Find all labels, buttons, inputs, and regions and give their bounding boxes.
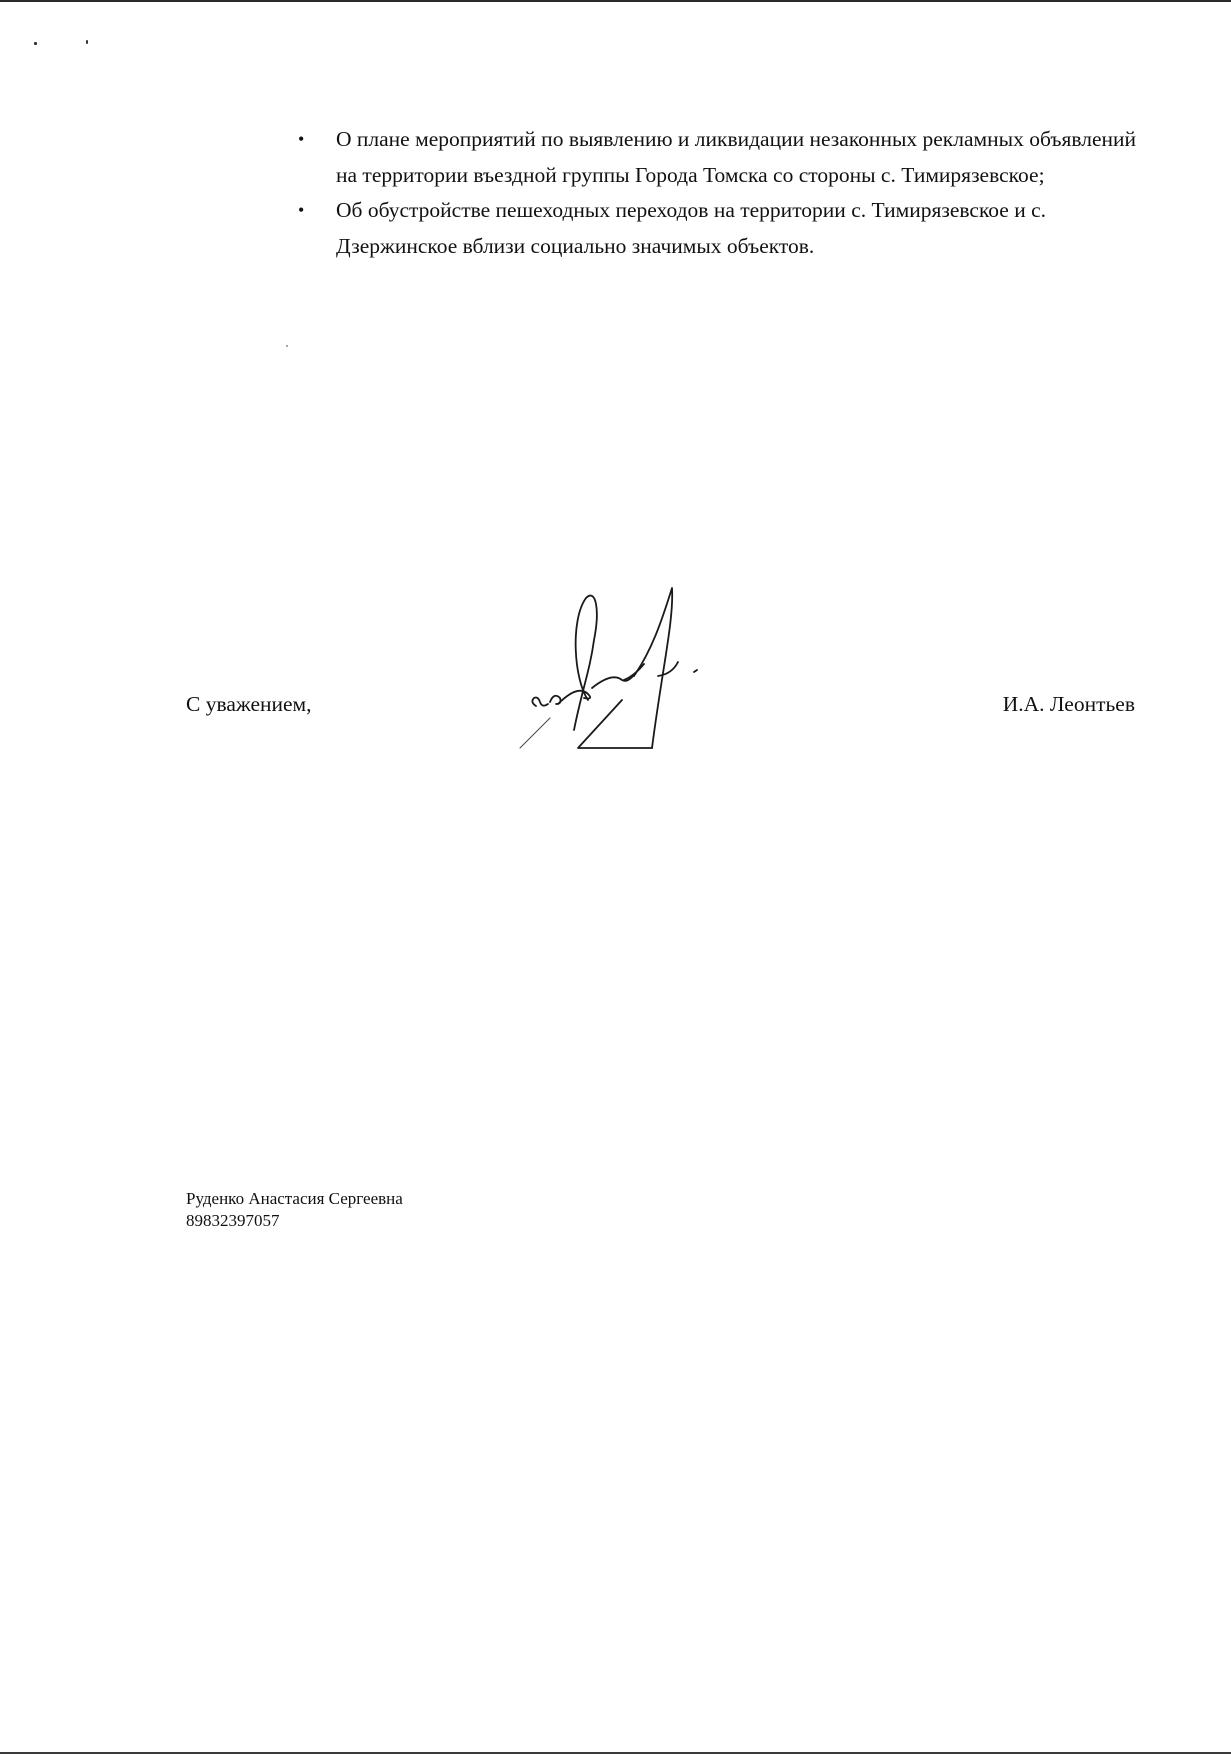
bullet-icon: • [298, 129, 305, 149]
scan-speck [86, 40, 88, 44]
scan-speck [34, 42, 37, 45]
closing-row [0, 692, 1231, 732]
executor-phone: 89832397057 [186, 1211, 280, 1230]
executor-name: Руденко Анастасия Сергеевна [186, 1189, 403, 1208]
agenda-item-text: О плане мероприятий по выявлению и ликвидации незаконных рекламных объявлений на территории въездной группы Города Томска со стороны с. Тимирязевское; [336, 127, 1137, 187]
agenda-item [298, 122, 1138, 193]
scan-top-edge [0, 0, 1231, 2]
agenda-item [298, 193, 1138, 264]
executor-block [186, 1188, 403, 1232]
scan-speck [286, 345, 288, 347]
bullet-icon: • [298, 200, 305, 220]
agenda-item-text: Об обустройстве пешеходных переходов на территории с. Тимирязевское и с. Дзержинское вблизи социально значимых объектов. [336, 198, 1047, 258]
handwritten-signature [512, 580, 722, 760]
closing-phrase: С уважением, [186, 692, 312, 716]
agenda-list [298, 122, 1138, 264]
signer-name: И.А. Леонтьев [1002, 692, 1135, 716]
